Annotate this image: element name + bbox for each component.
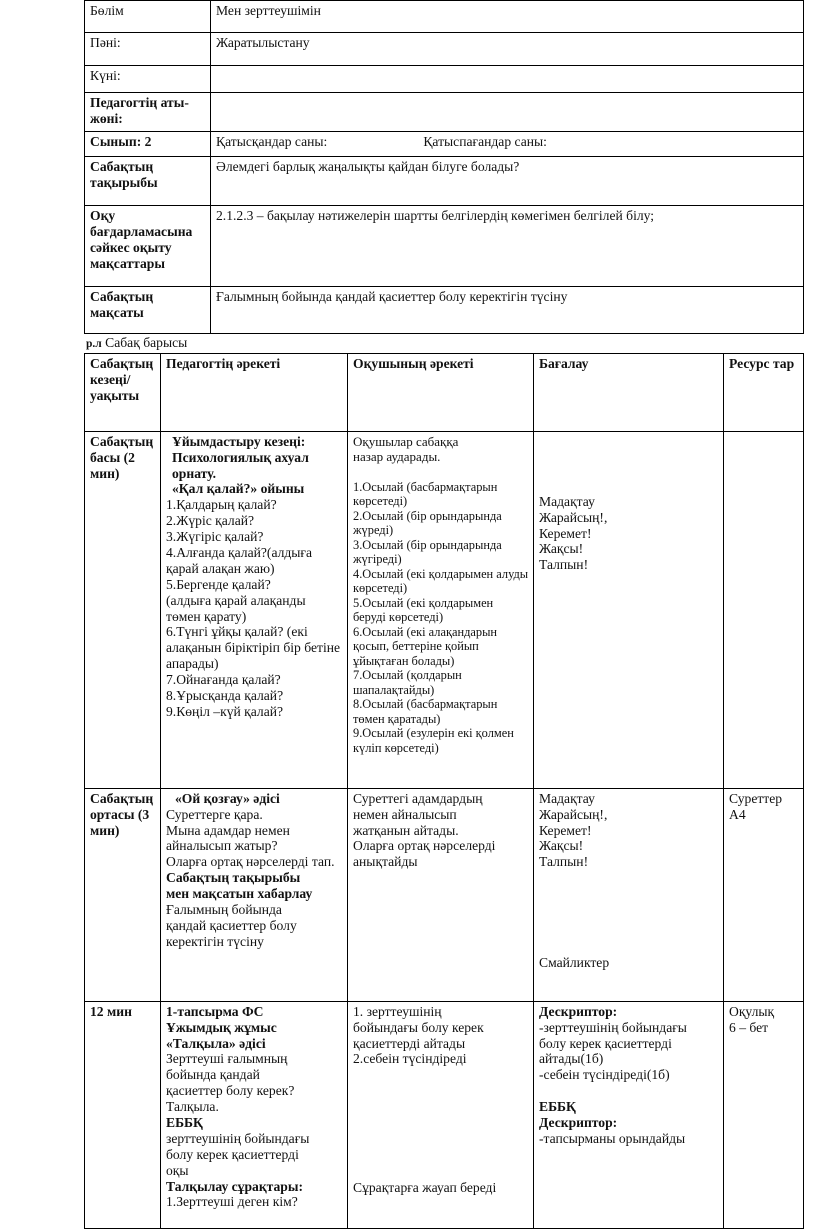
table-row — [85, 206, 804, 287]
assessment-cell-lesson-start — [534, 431, 724, 788]
text-line: Жарайсың!, — [539, 806, 608, 822]
student-action-content — [353, 1004, 529, 1196]
section-title-lesson-course — [84, 334, 803, 353]
resources-cell-lesson-start — [724, 431, 804, 788]
meta-label-kuni — [85, 66, 211, 93]
text-line: -себеін түсіндіреді(1б) — [539, 1067, 670, 1083]
meta-label-pani — [85, 33, 211, 66]
meta-label-lesson-goal — [85, 287, 211, 334]
assessment-content — [539, 434, 719, 573]
text-line: Оларға ортақ нәрселерді тап. — [166, 854, 335, 870]
assessment-cell-lesson-middle — [534, 788, 724, 1001]
meta-label-text: Сабақтың мақсаты — [90, 289, 154, 321]
blank-line — [353, 1067, 529, 1180]
resources-cell-lesson-middle — [724, 788, 804, 1001]
text-line: Жарайсың!, — [539, 509, 608, 525]
text-line: қасиеттер болу керек? — [166, 1083, 295, 1099]
text-line: назар аударады. — [353, 449, 441, 464]
meta-label-lesson-topic — [85, 157, 211, 206]
column-header-resources: Ресурс тар — [724, 353, 804, 431]
text-line: 1.Қалдарың қалай? — [166, 497, 277, 513]
text-line: Суреттер — [729, 790, 783, 806]
meta-label-teacher-name — [85, 93, 211, 132]
text-line: Сұрақтарға жауап береді — [353, 1180, 497, 1196]
text-line: Ұйымдастыру кезеңі: — [172, 433, 306, 449]
attendance-present-label: Қатысқандар саны: — [216, 134, 328, 149]
text-line: болу керек қасиеттерді — [539, 1035, 672, 1051]
text-line: анықтайды — [353, 854, 418, 870]
lesson-plan-document — [84, 0, 803, 1229]
table-row — [85, 1, 804, 33]
text-line: Дескриптор: — [539, 1114, 618, 1130]
text-line: Талпын! — [539, 854, 589, 870]
table-row — [85, 157, 804, 206]
student-action-content — [353, 791, 529, 870]
text-line: 5.Бергенде қалай? — [166, 576, 271, 592]
meta-value-pani — [211, 33, 804, 66]
text-line: ЕББҚ — [539, 1098, 576, 1114]
meta-label-text: Пәні: — [90, 35, 121, 50]
blank-line — [539, 870, 719, 955]
resources-cell-task-12min — [724, 1001, 804, 1228]
meta-label-text: Бөлім — [90, 3, 124, 18]
assessment-cell-task-12min — [534, 1001, 724, 1228]
text-line: бойындағы болу керек — [353, 1019, 484, 1035]
table-header-row — [85, 353, 804, 431]
text-line: Оларға ортақ нәрселерді — [353, 838, 496, 854]
text-line: Суреттерге қара. — [166, 806, 263, 822]
table-row — [85, 93, 804, 132]
text-line: Зерттеуші ғалымның — [166, 1051, 288, 1067]
meta-value-attendance — [211, 132, 804, 157]
text-line: қандай қасиеттер болу — [166, 917, 297, 933]
text-line: -зерттеушінің бойындағы — [539, 1019, 687, 1035]
meta-value-kuni — [211, 66, 804, 93]
teacher-action-cell-lesson-start — [161, 431, 348, 788]
lesson-course-table — [84, 353, 804, 1229]
text-line: Дескриптор: — [539, 1003, 618, 1019]
text-line: 6.Түнгі ұйқы қалай? (екі алақанын біріктіріп бір бетіне апарады) — [166, 624, 341, 672]
table-row — [85, 788, 804, 1001]
text-line: 8.Осылай (басбармақтарын төмен қаратады) — [353, 697, 498, 726]
text-line: -тапсырманы орындайды — [539, 1130, 686, 1146]
text-line: зерттеушінің бойындағы — [166, 1130, 310, 1146]
meta-value-curriculum-objectives — [211, 206, 804, 287]
section-title-prefix: р.л — [86, 338, 102, 350]
stage-cell-lesson-start: Сабақтың басы (2 мин) — [85, 431, 161, 788]
text-line: Ғалымның бойында — [166, 902, 282, 918]
student-action-cell-task-12min — [348, 1001, 534, 1228]
table-row — [85, 132, 804, 157]
text-line: 1.Осылай (басбармақтарын көрсетеді) — [353, 479, 498, 509]
table-row — [85, 33, 804, 66]
text-line: Мына адамдар немен айналысып жатыр? — [166, 822, 290, 854]
meta-value-text: Әлемдегі барлық жаңалықты қайдан білуге болады? — [216, 159, 520, 174]
text-line: керектігін түсіну — [166, 933, 264, 949]
text-line: 1. зерттеушінің — [353, 1003, 442, 1019]
text-line: Ұжымдық жұмыс — [166, 1019, 277, 1035]
text-line: жатқанын айтады. — [353, 822, 459, 838]
text-line: Оқушылар сабаққа — [353, 433, 459, 449]
text-line: Керемет! — [539, 822, 592, 838]
meta-value-text: 2.1.2.3 – бақылау нәтижелерін шартты белгілердің көмегімен белгілей білу; — [216, 208, 655, 223]
teacher-action-content — [166, 791, 343, 950]
text-line: 6.Осылай (екі алақандарын қосып, беттеріне қойып ұйықтаған болады) — [353, 624, 498, 668]
meta-value-bolim — [211, 1, 804, 33]
meta-label-text: Күні: — [90, 68, 121, 83]
text-line: (алдыға қарай алақанды төмен қарату) — [166, 592, 306, 624]
text-line: 6 – бет — [729, 1019, 769, 1035]
meta-value-text: Жаратылыстану — [216, 35, 310, 50]
student-action-cell-lesson-middle — [348, 788, 534, 1001]
text-line: ЕББҚ — [166, 1115, 203, 1131]
text-line: Мадақтау — [539, 790, 595, 806]
meta-label-text: Педагогтің аты-жөні: — [90, 95, 189, 127]
assessment-content — [539, 791, 719, 971]
text-line: немен айналысып — [353, 806, 457, 822]
text-line: Мадақтау — [539, 493, 595, 509]
text-line: Оқулық — [729, 1003, 775, 1019]
text-line: 3.Жүгіріс қалай? — [166, 529, 264, 545]
table-row — [85, 66, 804, 93]
column-header-teacher-action: Педагогтің әрекеті — [161, 353, 348, 431]
meta-label-class — [85, 132, 211, 157]
text-line: болу керек қасиеттерді — [166, 1146, 299, 1162]
table-row — [85, 1001, 804, 1228]
text-line: «Ой қозғау» әдісі — [175, 790, 280, 806]
text-line: А4 — [729, 806, 746, 822]
column-header-assessment: Бағалау — [534, 353, 724, 431]
text-line: қасиеттерді айтады — [353, 1035, 466, 1051]
student-action-content — [353, 434, 529, 755]
blank-line — [539, 1083, 719, 1099]
text-line: 9.Осылай (езулерін екі қолмен күліп көрсетеді) — [353, 726, 514, 755]
table-row — [85, 287, 804, 334]
text-line: 4.Алғанда қалай?(алдыға қарай алақан жаю) — [166, 545, 313, 576]
text-line: Талпын! — [539, 557, 589, 573]
text-line: 1.Зерттеуші деген кім? — [166, 1194, 298, 1210]
text-line: Смайликтер — [539, 955, 610, 971]
meta-value-lesson-goal — [211, 287, 804, 334]
text-line: бойында қандай — [166, 1067, 260, 1083]
meta-value-teacher-name — [211, 93, 804, 132]
stage-cell-task-12min: 12 мин — [85, 1001, 161, 1228]
text-line: «Талқыла» әдісі — [166, 1035, 266, 1051]
text-line: 1-тапсырма ФС — [166, 1003, 264, 1019]
text-line: 2.Жүріс қалай? — [166, 513, 255, 529]
text-line: Талқылау сұрақтары: — [166, 1178, 304, 1194]
table-row — [85, 431, 804, 788]
text-line: оқы — [166, 1162, 189, 1178]
text-line: 9.Көңіл –күй қалай? — [166, 703, 284, 719]
attendance-absent-label: Қатыспағандар саны: — [423, 134, 547, 149]
teacher-action-content — [166, 1004, 343, 1211]
resources-content — [729, 1004, 799, 1036]
teacher-action-cell-task-12min — [161, 1001, 348, 1228]
column-header-stage: Сабақтың кезеңі/ уақыты — [85, 353, 161, 431]
resources-content — [729, 791, 799, 823]
student-action-cell-lesson-start — [348, 431, 534, 788]
text-line: 7.Осылай (қолдарын шапалақтайды) — [353, 668, 462, 697]
text-line: мен мақсатын хабарлау — [166, 886, 313, 902]
text-line: 2.Осылай (бір орындарында жүреді) — [353, 508, 502, 538]
column-header-student-action: Оқушының әрекеті — [348, 353, 534, 431]
meta-label-text: Сынып: 2 — [90, 134, 152, 149]
meta-label-bolim — [85, 1, 211, 33]
text-line: 4.Осылай (екі қолдарымен алуды көрсетеді) — [353, 566, 529, 596]
meta-value-text: Ғалымның бойында қандай қасиеттер болу керектігін түсіну — [216, 289, 568, 304]
meta-value-lesson-topic — [211, 157, 804, 206]
teacher-action-cell-lesson-middle — [161, 788, 348, 1001]
text-line: Талқыла. — [166, 1099, 219, 1115]
text-line: Жақсы! — [539, 838, 584, 854]
text-line: 3.Осылай (бір орындарында жүгіреді) — [353, 537, 502, 567]
teacher-action-content — [166, 434, 343, 720]
meta-label-curriculum-objectives — [85, 206, 211, 287]
assessment-content — [539, 1004, 719, 1147]
text-line: Психологиялық ахуал орнату. — [172, 449, 309, 481]
text-line: Жақсы! — [539, 541, 584, 557]
section-title-text: Сабақ барысы — [105, 335, 188, 350]
stage-cell-lesson-middle: Сабақтың ортасы (3 мин) — [85, 788, 161, 1001]
text-line: 8.Ұрысқанда қалай? — [166, 688, 284, 704]
text-line: Суреттегі адамдардың — [353, 790, 483, 806]
blank-line — [353, 464, 529, 480]
text-line: 7.Ойнағанда қалай? — [166, 672, 281, 688]
text-line: 2.себеін түсіндіреді — [353, 1051, 467, 1067]
text-line: айтады(1б) — [539, 1051, 604, 1067]
meta-value-text: Мен зерттеушімін — [216, 3, 321, 18]
lesson-metadata-table — [84, 0, 804, 334]
text-line: «Қал қалай?» ойыны — [172, 481, 305, 497]
text-line: Керемет! — [539, 525, 592, 541]
meta-label-text: Оқу бағдарламасына сәйкес оқыту мақсаттары — [90, 208, 193, 272]
meta-label-text: Сабақтың тақырыбы — [90, 159, 158, 191]
text-line: 5.Осылай (екі қолдарымен беруді көрсетеді) — [353, 595, 494, 625]
text-line: Сабақтың тақырыбы — [166, 870, 301, 886]
